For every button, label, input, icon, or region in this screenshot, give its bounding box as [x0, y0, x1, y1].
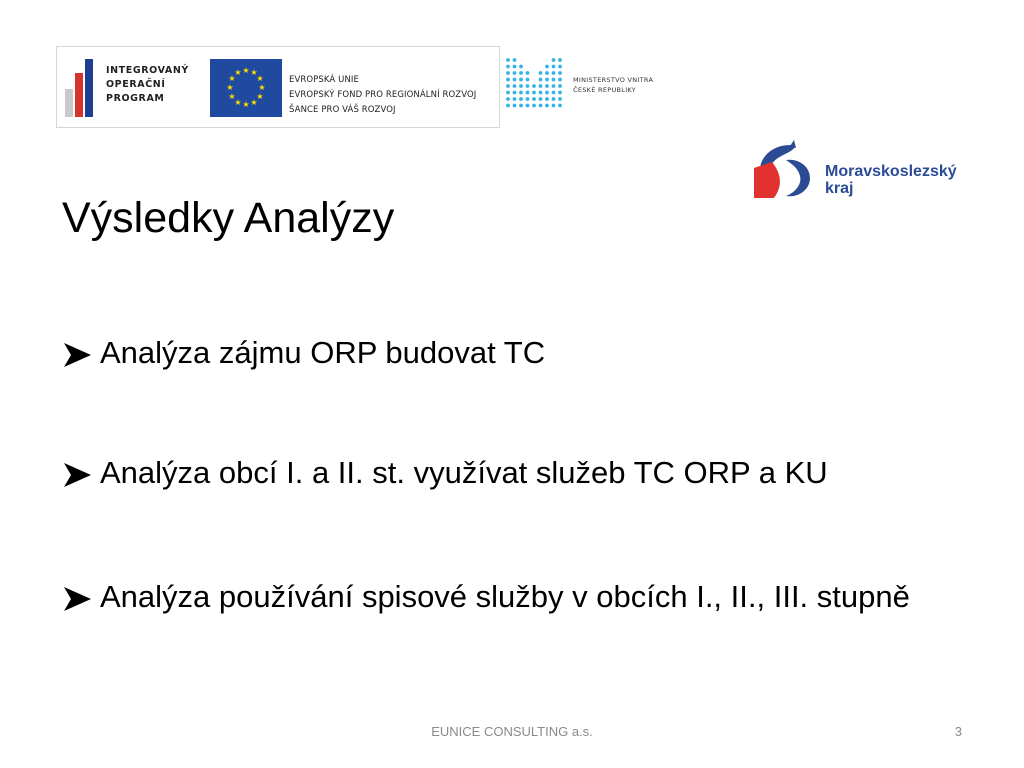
eu-flag-icon [210, 59, 282, 117]
arrow-bullet-icon [62, 342, 92, 368]
svg-text:★: ★ [256, 74, 264, 83]
arrow-bullet-icon [62, 462, 92, 488]
arrow-bullet-icon [62, 586, 92, 612]
footer-company: EUNICE CONSULTING a.s. [431, 724, 593, 739]
svg-text:★: ★ [242, 66, 250, 75]
bullet-item [62, 452, 972, 494]
svg-text:★: ★ [228, 92, 236, 101]
ministry-line-2: ČESKÉ REPUBLIKY [573, 86, 637, 94]
bullet-text: Analýza zájmu ORP budovat TC [100, 335, 546, 370]
svg-text:★: ★ [256, 92, 264, 101]
svg-text:★: ★ [250, 68, 258, 77]
bullet-text: Analýza obcí I. a II. st. využívat služeb TC ORP a KU [100, 455, 828, 490]
svg-text:★: ★ [234, 98, 242, 107]
bullet-item [62, 332, 972, 374]
eu-line-3: ŠANCE PRO VÁŠ ROZVOJ [289, 105, 396, 115]
iop-line-3: PROGRAM [106, 93, 165, 104]
region-logo-text [825, 163, 957, 197]
svg-text:★: ★ [242, 100, 250, 109]
region-line-1: Moravskoslezský [825, 163, 957, 180]
iop-logo-text [106, 64, 189, 106]
slide-title: Výsledky Analýzy [62, 194, 395, 242]
ministry-logo-text [573, 75, 653, 95]
svg-text:★: ★ [234, 68, 242, 77]
bullet-item [62, 576, 972, 618]
ministry-line-1: MINISTERSTVO VNITRA [573, 76, 654, 84]
eu-logo-text [289, 73, 476, 118]
region-line-2: kraj [825, 180, 854, 197]
iop-logo-icon [65, 59, 101, 117]
iop-line-1: INTEGROVANÝ [106, 65, 189, 76]
region-logo-icon [750, 138, 820, 202]
ministry-logo-icon [504, 56, 564, 108]
eu-line-2: EVROPSKÝ FOND PRO REGIONÁLNÍ ROZVOJ [289, 90, 477, 100]
page-number: 3 [954, 724, 962, 739]
svg-text:★: ★ [258, 83, 266, 92]
svg-text:★: ★ [226, 83, 234, 92]
svg-text:★: ★ [250, 98, 258, 107]
svg-text:★: ★ [228, 74, 236, 83]
bullet-text: Analýza používání spisové služby v obcích I., II., III. stupně [100, 579, 910, 614]
iop-line-2: OPERAČNÍ [106, 79, 166, 90]
eu-line-1: EVROPSKÁ UNIE [289, 75, 360, 85]
logo-banner [56, 46, 500, 128]
